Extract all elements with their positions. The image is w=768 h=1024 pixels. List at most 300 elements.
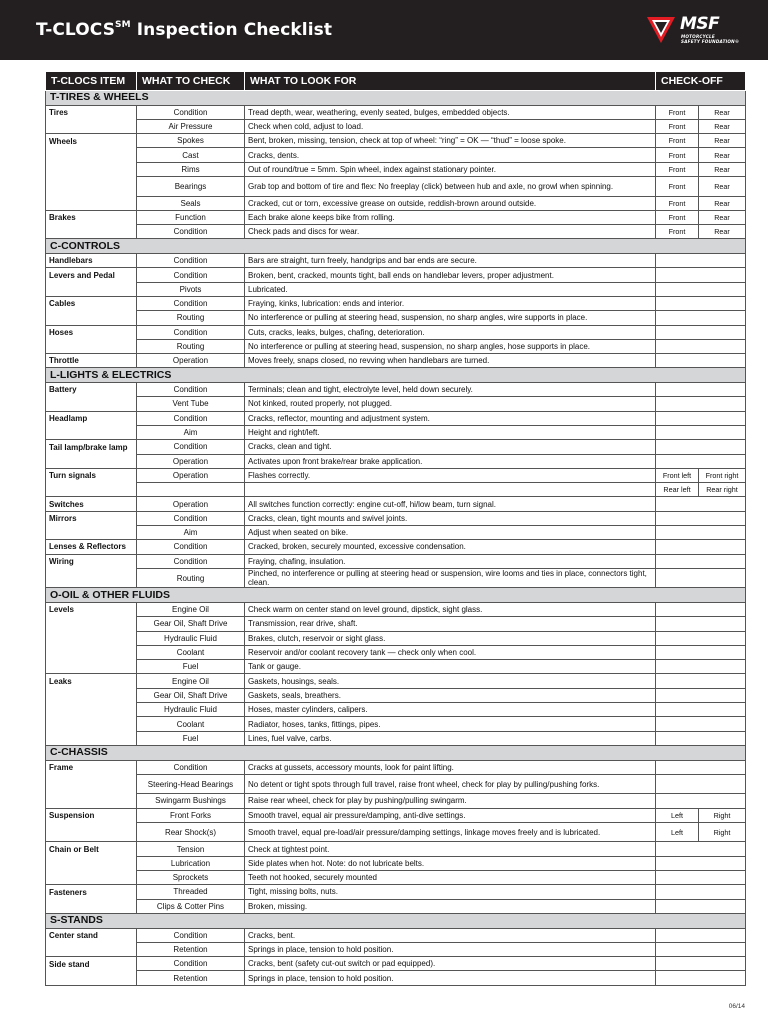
item-cell [46,617,137,631]
checklist-row [46,148,746,162]
check-off-box[interactable] [656,425,746,439]
item-cell [46,645,137,659]
checklist-row [46,856,746,870]
checklist-row [46,454,746,468]
check-off-box[interactable] [656,268,746,282]
check-off-box[interactable]: Rear [699,225,746,239]
check-off-box[interactable] [656,631,746,645]
check-off-box[interactable]: Front [656,225,699,239]
checklist-row [46,311,746,325]
what-to-look-for-cell: Cracks, clean, tight mounts and swivel joints. [245,511,656,525]
checklist-row [46,325,746,339]
checklist-row [46,268,746,282]
what-to-check-cell: Condition [137,296,245,310]
checklist-row [46,540,746,554]
check-off-box[interactable] [656,411,746,425]
what-to-check-cell: Lubrication [137,856,245,870]
what-to-look-for-cell: Grab top and bottom of tire and flex: No freeplay (click) between hub and axle, no growl when spinning. [245,177,656,197]
checklist-row [46,660,746,674]
checklist-row [46,957,746,971]
what-to-look-for-cell: Cracked, broken, securely mounted, excessive condensation. [245,540,656,554]
what-to-check-cell: Gear Oil, Shaft Drive [137,617,245,631]
checklist-row [46,397,746,411]
what-to-look-for-cell: Smooth travel, equal pre-load/air pressure/damping settings, linkage moves freely and is lubricated. [245,822,656,842]
check-off-box[interactable] [656,957,746,971]
item-cell: Levers and Pedal [46,268,137,282]
what-to-check-cell: Condition [137,760,245,774]
check-off-box[interactable] [656,568,746,588]
check-off-box[interactable]: Rear [699,148,746,162]
logo-line1: MOTORCYCLE [681,34,715,39]
what-to-look-for-cell: Transmission, rear drive, shaft. [245,617,656,631]
check-off-box[interactable] [656,660,746,674]
what-to-look-for-cell [245,483,656,497]
check-off-box[interactable]: Rear [699,196,746,210]
check-off-box[interactable] [656,282,746,296]
check-off-box[interactable] [656,731,746,745]
item-cell: Turn signals [46,468,137,482]
check-off-box[interactable] [656,971,746,985]
item-cell: Suspension [46,808,137,822]
item-cell: Lenses & Reflectors [46,540,137,554]
what-to-look-for-cell: Fraying, kinks, lubrication: ends and interior. [245,296,656,310]
check-off-box[interactable] [656,383,746,397]
what-to-look-for-cell: Terminals; clean and tight, electrolyte level, held down securely. [245,383,656,397]
section-title: L-LIGHTS & ELECTRICS [46,368,746,383]
what-to-look-for-cell: Bars are straight, turn freely, handgrips and bar ends are secure. [245,254,656,268]
checklist-row [46,760,746,774]
what-to-look-for-cell: Raise rear wheel, check for play by pushing/pulling swingarm. [245,794,656,808]
item-cell [46,660,137,674]
checklist-row [46,885,746,899]
check-off-box[interactable]: Front [656,148,699,162]
check-off-box[interactable]: Rear [699,119,746,133]
check-off-box[interactable] [656,497,746,511]
check-off-box[interactable] [656,602,746,616]
what-to-look-for-cell: Hoses, master cylinders, calipers. [245,703,656,717]
what-to-check-cell: Condition [137,105,245,119]
item-cell [46,339,137,353]
item-cell [46,971,137,985]
what-to-look-for-cell: Smooth travel, equal air pressure/damping, anti-dive settings. [245,808,656,822]
check-off-box[interactable]: Rear [699,210,746,224]
check-off-box[interactable] [656,760,746,774]
what-to-check-cell: Front Forks [137,808,245,822]
checklist-row [46,774,746,794]
checklist-row [46,808,746,822]
check-off-box[interactable]: Front [656,119,699,133]
item-cell: Wiring [46,554,137,568]
what-to-look-for-cell: Out of round/true = 5mm. Spin wheel, index against stationary pointer. [245,162,656,176]
what-to-check-cell: Condition [137,440,245,454]
checklist-row [46,928,746,942]
what-to-look-for-cell: No interference or pulling at steering head, suspension, no sharp angles, hose supports in place. [245,339,656,353]
item-cell: Tires [46,105,137,119]
what-to-check-cell: Clips & Cotter Pins [137,899,245,913]
what-to-check-cell: Routing [137,311,245,325]
checklist-row [46,468,746,482]
check-off-box[interactable] [656,540,746,554]
checklist-row [46,526,746,540]
checklist-row [46,645,746,659]
what-to-check-cell: Condition [137,511,245,525]
what-to-look-for-cell: Cracks, clean and tight. [245,440,656,454]
what-to-check-cell: Coolant [137,645,245,659]
checklist-row [46,296,746,310]
what-to-look-for-cell: Cracked, cut or torn, excessive grease on outside, reddish-brown around outside. [245,196,656,210]
checklist-row [46,425,746,439]
what-to-check-cell: Retention [137,971,245,985]
checklist-row [46,688,746,702]
check-off-box[interactable]: Rear left [656,483,699,497]
section-header [46,745,746,760]
check-off-box[interactable] [656,339,746,353]
check-off-box[interactable] [656,885,746,899]
check-off-box[interactable] [656,871,746,885]
check-off-box[interactable] [656,526,746,540]
check-off-box[interactable] [656,296,746,310]
what-to-check-cell: Hydraulic Fluid [137,631,245,645]
what-to-look-for-cell: Activates upon front brake/rear brake application. [245,454,656,468]
item-cell [46,119,137,133]
what-to-check-cell: Bearings [137,177,245,197]
logo-line2: SAFETY FOUNDATION® [681,39,740,44]
checklist-row [46,210,746,224]
what-to-look-for-cell: Springs in place, tension to hold position. [245,942,656,956]
item-cell: Headlamp [46,411,137,425]
check-off-box[interactable] [656,325,746,339]
item-cell: Leaks [46,674,137,688]
what-to-check-cell: Condition [137,268,245,282]
checklist-row [46,225,746,239]
item-cell [46,425,137,439]
check-off-box[interactable] [656,717,746,731]
check-off-box[interactable] [656,774,746,794]
checklist-row [46,177,746,197]
item-cell: Battery [46,383,137,397]
section-header [46,913,746,928]
what-to-check-cell: Condition [137,411,245,425]
what-to-check-cell: Tension [137,842,245,856]
what-to-look-for-cell: No detent or tight spots through full travel, raise front wheel, check for play by pulling/pushing forks. [245,774,656,794]
checklist-row [46,568,746,588]
what-to-check-cell: Operation [137,468,245,482]
checklist-row [46,440,746,454]
what-to-check-cell: Engine Oil [137,602,245,616]
check-off-box[interactable]: Left [656,822,699,842]
what-to-look-for-cell: Lubricated. [245,282,656,296]
what-to-look-for-cell: Height and right/left. [245,425,656,439]
checklist-row [46,942,746,956]
what-to-look-for-cell: Check when cold, adjust to load. [245,119,656,133]
what-to-look-for-cell: Each brake alone keeps bike from rolling. [245,210,656,224]
item-cell [46,822,137,842]
what-to-check-cell: Condition [137,383,245,397]
checklist-row [46,354,746,368]
section-title: S-STANDS [46,913,746,928]
item-cell: Frame [46,760,137,774]
item-cell: Hoses [46,325,137,339]
col-header-what: WHAT TO CHECK [137,72,245,91]
what-to-check-cell: Aim [137,425,245,439]
what-to-look-for-cell: Check warm on center stand on level ground, dipstick, sight glass. [245,602,656,616]
section-header [46,368,746,383]
item-cell: Side stand [46,957,137,971]
logo-text: MSF [680,14,720,34]
check-off-box[interactable]: Rear [699,162,746,176]
what-to-check-cell: Fuel [137,660,245,674]
what-to-look-for-cell: Broken, bent, cracked, mounts tight, ball ends on handlebar levers, proper adjustment. [245,268,656,282]
check-off-box[interactable]: Front left [656,468,699,482]
what-to-check-cell [137,483,245,497]
item-cell [46,177,137,197]
col-header-item: T-CLOCS ITEM [46,72,137,91]
section-title: C-CHASSIS [46,745,746,760]
what-to-look-for-cell: Not kinked, routed properly, not plugged. [245,397,656,411]
what-to-check-cell: Condition [137,540,245,554]
what-to-check-cell: Engine Oil [137,674,245,688]
what-to-look-for-cell: Cracks at gussets, accessory mounts, look for paint lifting. [245,760,656,774]
check-off-box[interactable] [656,511,746,525]
page-title: T-CLOCS℠ Inspection Checklist [36,20,333,40]
what-to-look-for-cell: Springs in place, tension to hold position. [245,971,656,985]
check-off-box[interactable] [656,397,746,411]
what-to-check-cell: Hydraulic Fluid [137,703,245,717]
item-cell [46,311,137,325]
check-off-box[interactable]: Right [699,822,746,842]
check-off-box[interactable]: Front [656,162,699,176]
check-off-box[interactable] [656,842,746,856]
what-to-check-cell: Coolant [137,717,245,731]
check-off-box[interactable] [656,856,746,870]
what-to-look-for-cell: Cuts, cracks, leaks, bulges, chafing, deterioration. [245,325,656,339]
what-to-look-for-cell: Cracks, reflector, mounting and adjustment system. [245,411,656,425]
section-title: T-TIRES & WHEELS [46,91,746,106]
what-to-check-cell: Condition [137,957,245,971]
check-off-box[interactable] [656,899,746,913]
checklist-row [46,383,746,397]
item-cell [46,526,137,540]
check-off-box[interactable]: Right [699,808,746,822]
check-off-box[interactable] [656,928,746,942]
checklist-row [46,511,746,525]
what-to-check-cell: Spokes [137,134,245,148]
msf-logo [646,15,740,45]
checklist-row [46,842,746,856]
what-to-look-for-cell: Lines, fuel valve, carbs. [245,731,656,745]
check-off-box[interactable] [656,311,746,325]
item-cell [46,483,137,497]
what-to-look-for-cell: Cracks, bent (safety cut-out switch or pad equipped). [245,957,656,971]
what-to-look-for-cell: Cracks, dents. [245,148,656,162]
checklist-table [45,71,746,986]
what-to-check-cell: Swingarm Bushings [137,794,245,808]
item-cell [46,871,137,885]
section-title: C-CONTROLS [46,239,746,254]
checklist-row [46,254,746,268]
check-off-box[interactable] [656,454,746,468]
item-cell [46,225,137,239]
what-to-look-for-cell: No interference or pulling at steering head, suspension, no sharp angles, wire supports in place. [245,311,656,325]
what-to-check-cell: Rear Shock(s) [137,822,245,842]
what-to-check-cell: Cast [137,148,245,162]
check-off-box[interactable]: Rear [699,134,746,148]
checklist-row [46,717,746,731]
item-cell: Tail lamp/brake lamp [46,440,137,454]
check-off-box[interactable]: Front right [699,468,746,482]
item-cell [46,148,137,162]
item-cell [46,717,137,731]
checklist-row [46,134,746,148]
what-to-check-cell: Routing [137,339,245,353]
check-off-box[interactable] [656,942,746,956]
what-to-check-cell: Threaded [137,885,245,899]
checklist-row [46,282,746,296]
item-cell: Cables [46,296,137,310]
item-cell [46,856,137,870]
what-to-look-for-cell: All switches function correctly: engine cut-off, hi/low beam, turn signal. [245,497,656,511]
check-off-box[interactable]: Rear [699,105,746,119]
section-header [46,588,746,603]
what-to-look-for-cell: Broken, missing. [245,899,656,913]
what-to-look-for-cell: Side plates when hot. Note: do not lubricate belts. [245,856,656,870]
checklist-row [46,631,746,645]
item-cell: Center stand [46,928,137,942]
checklist-row [46,483,746,497]
item-cell: Levels [46,602,137,616]
checklist-row [46,871,746,885]
item-cell [46,631,137,645]
item-cell: Wheels [46,134,137,148]
what-to-look-for-cell: Gaskets, housings, seals. [245,674,656,688]
what-to-check-cell: Retention [137,942,245,956]
what-to-look-for-cell: Fraying, chafing, insulation. [245,554,656,568]
what-to-check-cell: Condition [137,325,245,339]
check-off-box[interactable]: Front [656,105,699,119]
checklist-row [46,339,746,353]
what-to-look-for-cell: Flashes correctly. [245,468,656,482]
revision-date: 06/14 [728,1003,745,1010]
item-cell: Handlebars [46,254,137,268]
what-to-look-for-cell: Tread depth, wear, weathering, evenly seated, bulges, embedded objects. [245,105,656,119]
what-to-look-for-cell: Teeth not hooked, securely mounted [245,871,656,885]
check-off-box[interactable] [656,617,746,631]
what-to-check-cell: Condition [137,225,245,239]
check-off-box[interactable] [656,254,746,268]
checklist-row [46,602,746,616]
what-to-check-cell: Air Pressure [137,119,245,133]
checklist-row [46,411,746,425]
what-to-look-for-cell: Cracks, bent. [245,928,656,942]
what-to-check-cell: Sprockets [137,871,245,885]
checklist-row [46,703,746,717]
item-cell [46,774,137,794]
what-to-check-cell: Operation [137,497,245,511]
check-off-box[interactable] [656,794,746,808]
what-to-check-cell: Operation [137,454,245,468]
msf-shield-icon [646,15,676,45]
check-off-box[interactable] [656,645,746,659]
checklist-row [46,899,746,913]
item-cell: Brakes [46,210,137,224]
check-off-box[interactable]: Left [656,808,699,822]
item-cell [46,942,137,956]
section-header [46,91,746,106]
item-cell [46,282,137,296]
item-cell: Switches [46,497,137,511]
what-to-check-cell: Condition [137,254,245,268]
item-cell [46,397,137,411]
checklist-row [46,971,746,985]
checklist-row [46,794,746,808]
what-to-check-cell: Aim [137,526,245,540]
check-off-box[interactable] [656,440,746,454]
what-to-look-for-cell: Bent, broken, missing, tension, check at top of wheel: “ring” = OK — “thud” = loose spoke. [245,134,656,148]
item-cell [46,703,137,717]
item-cell: Throttle [46,354,137,368]
check-off-box[interactable]: Front [656,177,699,197]
what-to-look-for-cell: Pinched, no interference or pulling at steering head or suspension, wire looms and ties in place, connectors tight, clean. [245,568,656,588]
checklist-row [46,105,746,119]
what-to-check-cell: Pivots [137,282,245,296]
checklist-row [46,822,746,842]
checklist-row [46,497,746,511]
what-to-check-cell: Condition [137,928,245,942]
what-to-look-for-cell: Tank or gauge. [245,660,656,674]
item-cell: Mirrors [46,511,137,525]
checklist-row [46,162,746,176]
what-to-check-cell: Condition [137,554,245,568]
check-off-box[interactable]: Rear [699,177,746,197]
check-off-box[interactable]: Front [656,196,699,210]
check-off-box[interactable] [656,554,746,568]
item-cell [46,688,137,702]
check-off-box[interactable] [656,674,746,688]
what-to-check-cell: Routing [137,568,245,588]
check-off-box[interactable]: Front [656,134,699,148]
what-to-check-cell: Fuel [137,731,245,745]
what-to-check-cell: Steering-Head Bearings [137,774,245,794]
what-to-check-cell: Vent Tube [137,397,245,411]
item-cell [46,794,137,808]
section-title: O-OIL & OTHER FLUIDS [46,588,746,603]
what-to-check-cell: Rims [137,162,245,176]
item-cell [46,731,137,745]
checklist-row [46,617,746,631]
check-off-box[interactable] [656,354,746,368]
check-off-box[interactable] [656,703,746,717]
item-cell [46,454,137,468]
what-to-look-for-cell: Tight, missing bolts, nuts. [245,885,656,899]
what-to-look-for-cell: Gaskets, seals, breathers. [245,688,656,702]
what-to-look-for-cell: Check pads and discs for wear. [245,225,656,239]
check-off-box[interactable] [656,688,746,702]
page-header [0,0,768,60]
item-cell: Fasteners [46,885,137,899]
what-to-look-for-cell: Radiator, hoses, tanks, fittings, pipes. [245,717,656,731]
what-to-check-cell: Seals [137,196,245,210]
checklist-row [46,731,746,745]
what-to-check-cell: Gear Oil, Shaft Drive [137,688,245,702]
item-cell: Chain or Belt [46,842,137,856]
check-off-box[interactable]: Front [656,210,699,224]
what-to-look-for-cell: Reservoir and/or coolant recovery tank — check only when cool. [245,645,656,659]
what-to-look-for-cell: Moves freely, snaps closed, no revving when handlebars are turned. [245,354,656,368]
section-header [46,239,746,254]
col-header-look: WHAT TO LOOK FOR [245,72,656,91]
item-cell [46,899,137,913]
check-off-box[interactable]: Rear right [699,483,746,497]
